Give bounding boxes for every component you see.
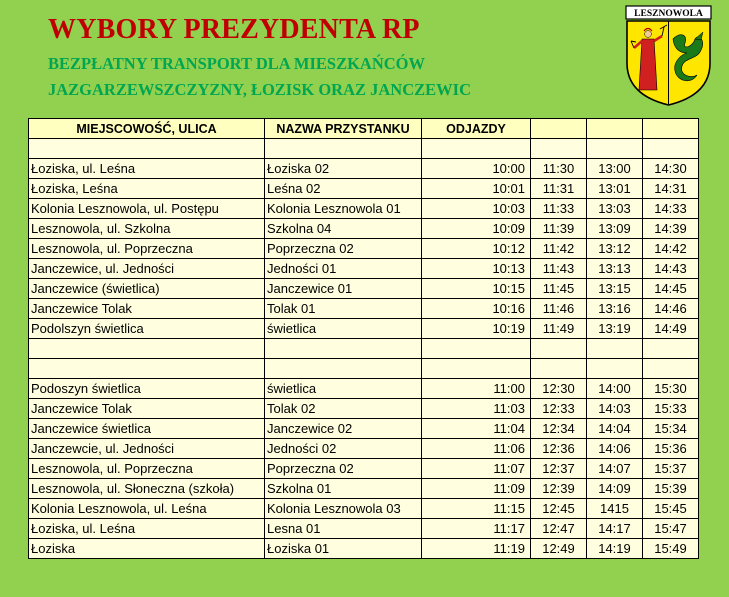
departure-time-cell: 14:03 <box>587 399 643 419</box>
stop-cell: Tolak 02 <box>265 399 422 419</box>
place-cell: Janczewcie, ul. Jedności <box>29 439 265 459</box>
table-row <box>29 419 699 439</box>
departure-time-cell: 13:12 <box>587 239 643 259</box>
place-cell: Lesznowola, ul. Poprzeczna <box>29 239 265 259</box>
departure-time-cell: 14:06 <box>587 439 643 459</box>
departure-time-cell: 15:37 <box>643 459 699 479</box>
empty-cell <box>29 359 265 379</box>
table-row <box>29 539 699 559</box>
place-cell: Lesznowola, ul. Szkolna <box>29 219 265 239</box>
stop-cell: Poprzeczna 02 <box>265 459 422 479</box>
header-empty-cell <box>587 119 643 139</box>
departure-time-cell: 14:00 <box>587 379 643 399</box>
stop-cell: Tolak 01 <box>265 299 422 319</box>
departure-time-cell: 11:43 <box>531 259 587 279</box>
place-cell: Janczewice Tolak <box>29 299 265 319</box>
departure-time-cell: 14:07 <box>587 459 643 479</box>
table-header-row <box>29 119 699 139</box>
place-cell: Kolonia Lesznowola, ul. Postępu <box>29 199 265 219</box>
departure-time-cell: 11:39 <box>531 219 587 239</box>
stop-cell: Jedności 01 <box>265 259 422 279</box>
empty-cell <box>422 339 531 359</box>
header-stop: NAZWA PRZYSTANKU <box>265 119 422 139</box>
departure-time-cell: 11:06 <box>422 439 531 459</box>
place-cell: Janczewice Tolak <box>29 399 265 419</box>
departure-time-cell: 15:45 <box>643 499 699 519</box>
departure-time-cell: 11:45 <box>531 279 587 299</box>
departure-time-cell: 13:03 <box>587 199 643 219</box>
stop-cell: Lesna 01 <box>265 519 422 539</box>
table-row <box>29 519 699 539</box>
empty-cell <box>531 339 587 359</box>
empty-cell <box>422 139 531 159</box>
table-row <box>29 219 699 239</box>
departure-time-cell: 14:04 <box>587 419 643 439</box>
departure-time-cell: 14:30 <box>643 159 699 179</box>
departure-time-cell: 15:36 <box>643 439 699 459</box>
table-row <box>29 279 699 299</box>
table-row <box>29 399 699 419</box>
departure-time-cell: 10:16 <box>422 299 531 319</box>
place-cell: Podolszyn świetlica <box>29 319 265 339</box>
stop-cell: Kolonia Lesznowola 03 <box>265 499 422 519</box>
place-cell: Łoziska, Leśna <box>29 179 265 199</box>
departure-time-cell: 12:33 <box>531 399 587 419</box>
table-row <box>29 439 699 459</box>
departure-time-cell: 12:37 <box>531 459 587 479</box>
empty-cell <box>29 339 265 359</box>
table-row <box>29 319 699 339</box>
stop-cell: Poprzeczna 02 <box>265 239 422 259</box>
departure-time-cell: 14:33 <box>643 199 699 219</box>
departure-time-cell: 15:33 <box>643 399 699 419</box>
empty-cell <box>265 339 422 359</box>
departure-time-cell: 11:33 <box>531 199 587 219</box>
place-cell: Janczewice, ul. Jedności <box>29 259 265 279</box>
stop-cell: Kolonia Lesznowola 01 <box>265 199 422 219</box>
departure-time-cell: 14:09 <box>587 479 643 499</box>
empty-cell <box>587 359 643 379</box>
departure-time-cell: 10:19 <box>422 319 531 339</box>
header-place: MIEJSCOWOŚĆ, ULICA <box>29 119 265 139</box>
departure-time-cell: 11:07 <box>422 459 531 479</box>
stop-cell: Jedności 02 <box>265 439 422 459</box>
departure-time-cell: 14:17 <box>587 519 643 539</box>
place-cell: Łoziska, ul. Leśna <box>29 519 265 539</box>
stop-cell: świetlica <box>265 379 422 399</box>
subtitle-line-1: BEZPŁATNY TRANSPORT DLA MIESZKAŃCÓW <box>48 54 426 73</box>
header-empty-cell <box>643 119 699 139</box>
empty-cell <box>531 359 587 379</box>
departure-time-cell: 12:30 <box>531 379 587 399</box>
departure-time-cell: 13:16 <box>587 299 643 319</box>
departure-time-cell: 10:03 <box>422 199 531 219</box>
departure-time-cell: 10:01 <box>422 179 531 199</box>
departure-time-cell: 10:13 <box>422 259 531 279</box>
empty-cell <box>265 359 422 379</box>
table-row-empty <box>29 359 699 379</box>
departure-time-cell: 11:19 <box>422 539 531 559</box>
place-cell: Lesznowola, ul. Słoneczna (szkoła) <box>29 479 265 499</box>
stop-cell: świetlica <box>265 319 422 339</box>
departure-time-cell: 15:47 <box>643 519 699 539</box>
empty-cell <box>587 339 643 359</box>
departure-time-cell: 13:13 <box>587 259 643 279</box>
table-row <box>29 299 699 319</box>
empty-cell <box>265 139 422 159</box>
empty-cell <box>531 139 587 159</box>
departure-time-cell: 10:09 <box>422 219 531 239</box>
table-row-empty <box>29 339 699 359</box>
table-row <box>29 259 699 279</box>
departure-time-cell: 11:17 <box>422 519 531 539</box>
departure-time-cell: 14:45 <box>643 279 699 299</box>
departure-time-cell: 10:00 <box>422 159 531 179</box>
stop-cell: Łoziska 01 <box>265 539 422 559</box>
table-row-empty <box>29 139 699 159</box>
departure-time-cell: 11:15 <box>422 499 531 519</box>
departure-time-cell: 10:12 <box>422 239 531 259</box>
departure-time-cell: 14:31 <box>643 179 699 199</box>
departure-time-cell: 14:39 <box>643 219 699 239</box>
departure-time-cell: 11:03 <box>422 399 531 419</box>
table-row <box>29 479 699 499</box>
table-row <box>29 499 699 519</box>
departure-time-cell: 12:34 <box>531 419 587 439</box>
subtitle-line-2: JAZGARZEWSZCZYZNY, ŁOZISK ORAZ JANCZEWIC <box>48 80 471 99</box>
empty-cell <box>422 359 531 379</box>
lesznowola-crest-logo <box>625 5 712 106</box>
table-row <box>29 459 699 479</box>
page-title: WYBORY PREZYDENTA RP <box>48 14 420 45</box>
departure-time-cell: 11:31 <box>531 179 587 199</box>
header-departures: ODJAZDY <box>422 119 531 139</box>
table-row <box>29 199 699 219</box>
departure-time-cell: 12:49 <box>531 539 587 559</box>
departure-time-cell: 13:09 <box>587 219 643 239</box>
stop-cell: Leśna 02 <box>265 179 422 199</box>
departure-time-cell: 1415 <box>587 499 643 519</box>
stop-cell: Janczewice 01 <box>265 279 422 299</box>
departure-time-cell: 14:43 <box>643 259 699 279</box>
departure-time-cell: 14:49 <box>643 319 699 339</box>
departure-time-cell: 11:30 <box>531 159 587 179</box>
empty-cell <box>643 339 699 359</box>
departure-time-cell: 12:47 <box>531 519 587 539</box>
departure-time-cell: 12:45 <box>531 499 587 519</box>
departure-time-cell: 15:49 <box>643 539 699 559</box>
departure-time-cell: 13:01 <box>587 179 643 199</box>
empty-cell <box>643 359 699 379</box>
departure-time-cell: 14:46 <box>643 299 699 319</box>
departure-time-cell: 14:42 <box>643 239 699 259</box>
departure-time-cell: 11:09 <box>422 479 531 499</box>
table-row <box>29 239 699 259</box>
departure-time-cell: 13:00 <box>587 159 643 179</box>
place-cell: Janczewice (świetlica) <box>29 279 265 299</box>
departure-time-cell: 11:49 <box>531 319 587 339</box>
departure-time-cell: 14:19 <box>587 539 643 559</box>
header-empty-cell <box>531 119 587 139</box>
departure-time-cell: 12:36 <box>531 439 587 459</box>
departure-time-cell: 11:46 <box>531 299 587 319</box>
empty-cell <box>587 139 643 159</box>
departure-time-cell: 12:39 <box>531 479 587 499</box>
departure-time-cell: 15:30 <box>643 379 699 399</box>
place-cell: Łoziska <box>29 539 265 559</box>
schedule-table <box>28 118 699 559</box>
table-row <box>29 159 699 179</box>
empty-cell <box>643 139 699 159</box>
departure-time-cell: 11:04 <box>422 419 531 439</box>
place-cell: Lesznowola, ul. Poprzeczna <box>29 459 265 479</box>
departure-time-cell: 10:15 <box>422 279 531 299</box>
stop-cell: Szkolna 04 <box>265 219 422 239</box>
departure-time-cell: 15:39 <box>643 479 699 499</box>
empty-cell <box>29 139 265 159</box>
departure-time-cell: 13:19 <box>587 319 643 339</box>
table-row <box>29 179 699 199</box>
departure-time-cell: 15:34 <box>643 419 699 439</box>
stop-cell: Łoziska 02 <box>265 159 422 179</box>
place-cell: Łoziska, ul. Leśna <box>29 159 265 179</box>
departure-time-cell: 11:42 <box>531 239 587 259</box>
table-row <box>29 379 699 399</box>
crest-label: LESZNOWOLA <box>634 9 703 19</box>
stop-cell: Janczewice 02 <box>265 419 422 439</box>
departure-time-cell: 11:00 <box>422 379 531 399</box>
departure-time-cell: 13:15 <box>587 279 643 299</box>
place-cell: Janczewice świetlica <box>29 419 265 439</box>
stop-cell: Szkolna 01 <box>265 479 422 499</box>
place-cell: Kolonia Lesznowola, ul. Leśna <box>29 499 265 519</box>
place-cell: Podoszyn świetlica <box>29 379 265 399</box>
